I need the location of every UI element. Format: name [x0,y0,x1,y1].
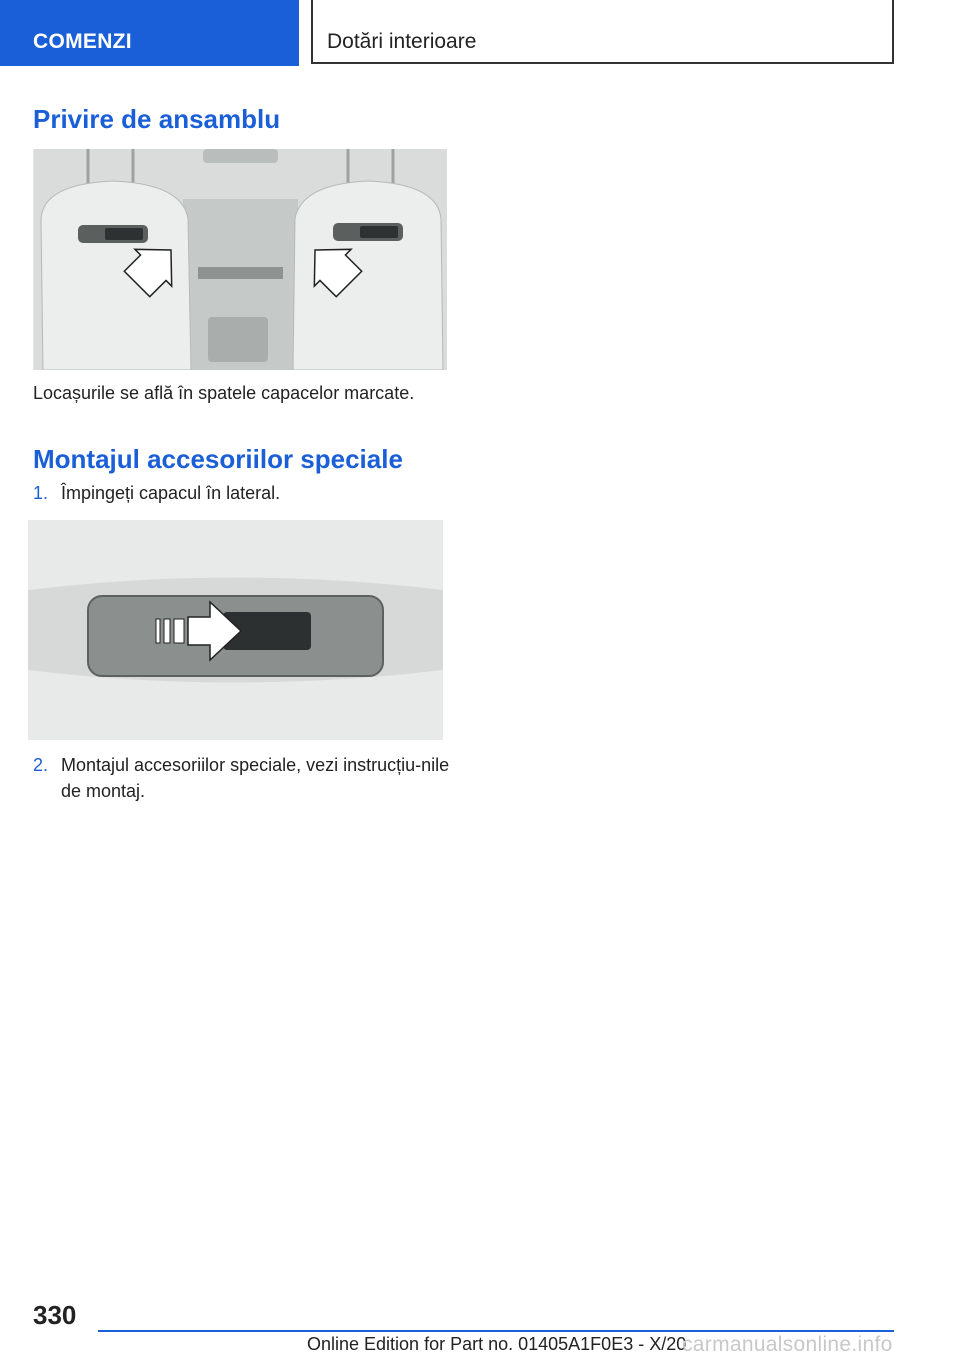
footer-edition: Online Edition for Part no. 01405A1F0E3 - X/20 [307,1334,687,1354]
mounting-heading: Montajul accesoriilor speciale [33,444,403,474]
section-tab-label: COMENZI [33,30,132,53]
step-number: 2. [33,755,49,775]
page-number: 330 [33,1300,77,1330]
chapter-title: Dotări interioare [327,30,477,53]
section-tab [0,0,299,66]
seatback-overview-illustration [33,149,447,370]
step-item [33,480,281,506]
overview-caption: Locașurile se află în spatele capacelor marcate. [33,383,415,403]
step-text: Împingeți capacul în lateral. [61,483,281,503]
footer-divider [98,1330,894,1332]
chapter-header [311,0,894,64]
overview-heading: Privire de ansamblu [33,104,281,134]
cover-slide-illustration [28,520,443,740]
step-text: Montajul accesoriilor speciale, vezi instrucțiu-nile de montaj. [61,755,450,801]
step-item [33,752,450,801]
watermark: carmanualsonline.info [682,1333,893,1356]
step-number: 1. [33,483,49,503]
